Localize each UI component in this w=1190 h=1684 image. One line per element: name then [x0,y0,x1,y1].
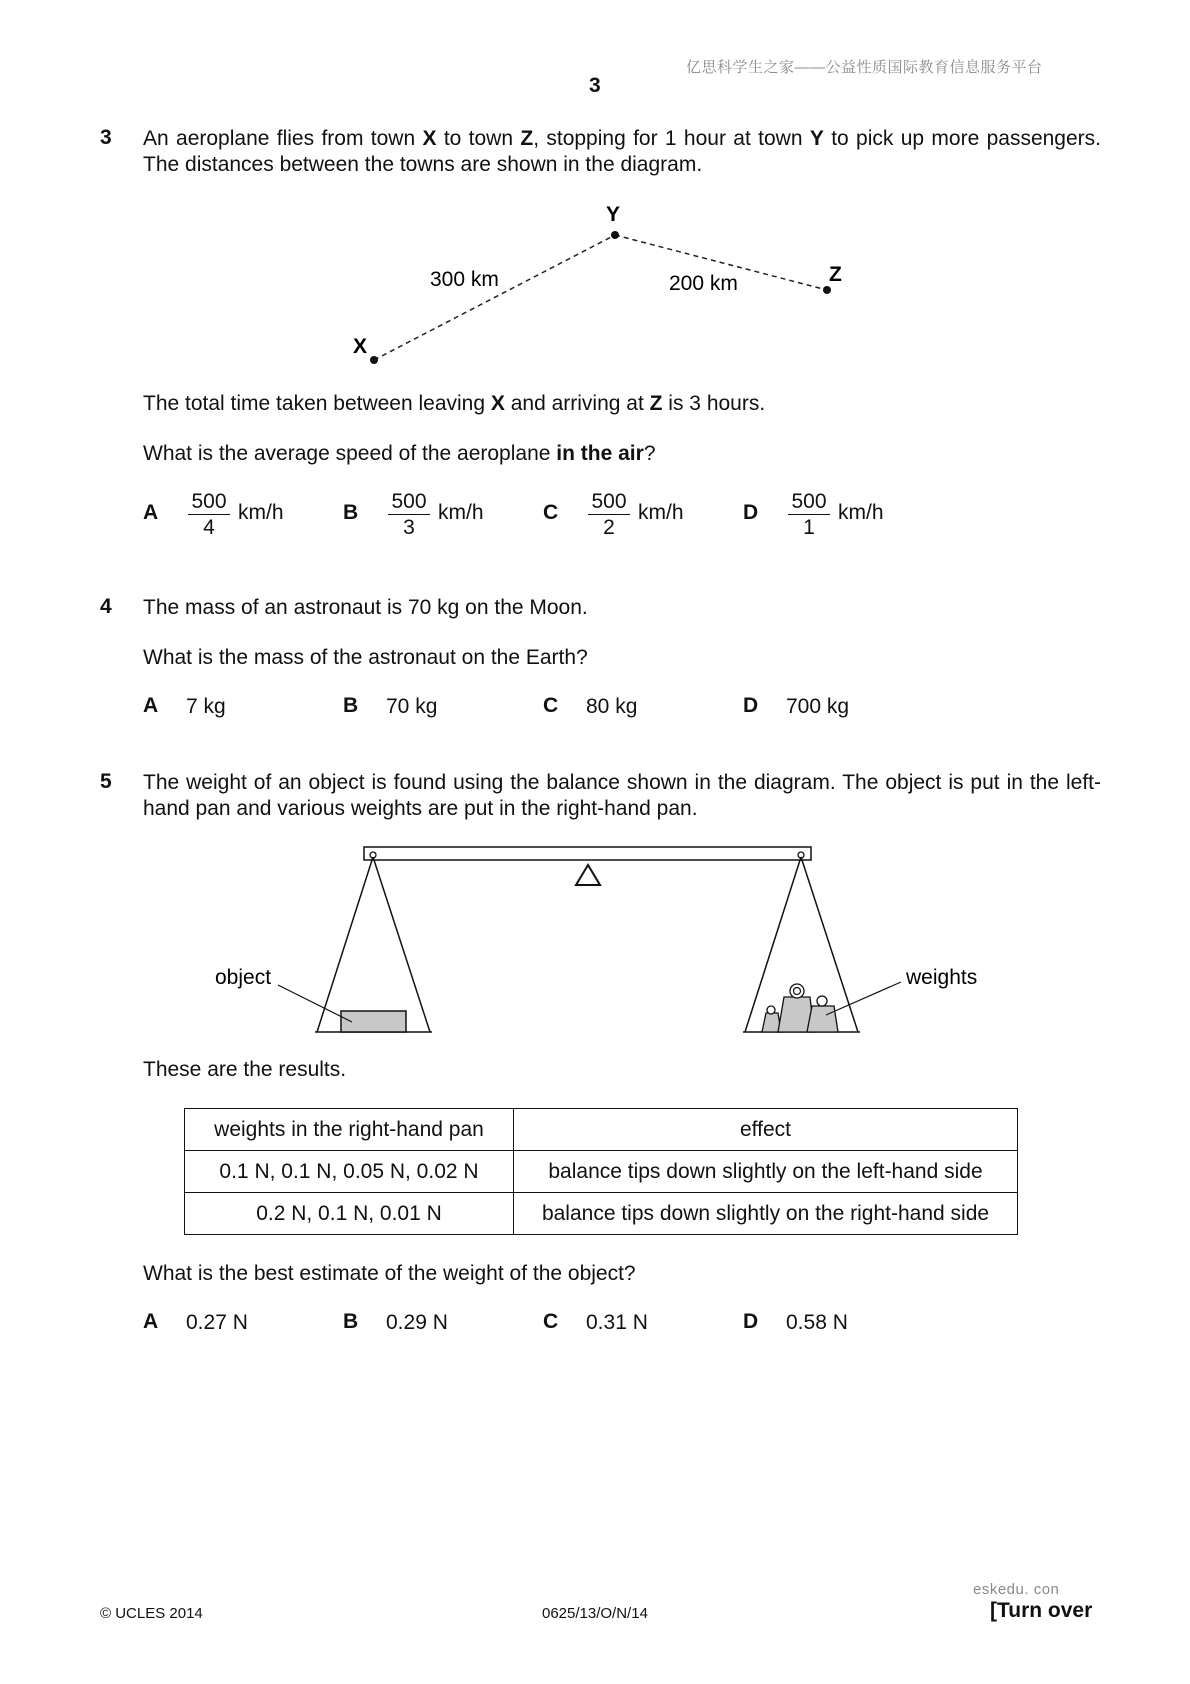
q4-option-c-text: 80 kg [586,695,638,718]
table-row [185,1151,1018,1193]
question-5-text: The weight of an object is found using the balance shown in the diagram. The object is put in the left-hand pan and various weights are put in the right-hand pan. [143,771,1101,820]
q4-option-b-text: 70 kg [386,695,438,718]
question-4-statement: The mass of an astronaut is 70 kg on the Moon. [143,596,588,619]
question-3-text: An aeroplane flies from town X to town Z, stopping for 1 hour at town Y to pick up more passengers. The distances between the towns are shown in the diagram. [143,127,1101,176]
table-cell-effect: balance tips down slightly on the left-hand side [514,1151,1018,1193]
flight-route-diagram [0,0,1190,400]
table-cell-effect: balance tips down slightly on the right-hand side [514,1193,1018,1235]
q3-option-a-unit: km/h [238,501,284,524]
table-header-effect: effect [514,1109,1018,1151]
results-table [184,1108,1018,1235]
q3-option-c-unit: km/h [638,501,684,524]
q4-option-d-text: 700 kg [786,695,850,718]
footer-paper-code: 0625/13/O/N/14 [542,1605,648,1622]
town-y-label: Y [606,203,621,226]
town-x-label: X [353,335,368,358]
table-row [185,1193,1018,1235]
table-header-weights: weights in the right-hand pan [185,1109,514,1151]
question-4-number: 4 [100,595,112,618]
q3-option-b-unit: km/h [438,501,484,524]
q3-option-c-fraction: $\frac{500}{2}$ [588,490,630,541]
town-x-dot [370,356,378,364]
q4-option-b-letter[interactable]: B [343,694,359,717]
q4-option-c-letter[interactable]: C [543,694,559,717]
q3-option-b-letter[interactable]: B [343,501,359,524]
pivot-triangle [576,865,600,885]
question-5-number: 5 [100,770,112,793]
q5-option-b-letter[interactable]: B [343,1310,359,1333]
distance-yz-label: 200 km [669,272,738,295]
q5-option-a-text: 0.27 N [186,1311,248,1334]
town-z-label: Z [829,263,842,286]
page-number: 3 [589,74,601,97]
q3-option-a-fraction: $\frac{500}{4}$ [188,490,230,541]
q5-option-d-text: 0.58 N [786,1311,848,1334]
q5-option-d-letter[interactable]: D [743,1310,759,1333]
results-intro: These are the results. [143,1058,347,1081]
left-string-right [373,857,430,1032]
object-leader-line [278,985,352,1022]
q3-option-a-letter[interactable]: A [143,501,159,524]
distance-xy-label: 300 km [430,268,499,291]
table-cell-weights: 0.1 N, 0.1 N, 0.05 N, 0.02 N [185,1151,514,1193]
q4-option-a-letter[interactable]: A [143,694,159,717]
table-cell-weights: 0.2 N, 0.1 N, 0.01 N [185,1193,514,1235]
q4-option-a-text: 7 kg [186,695,226,718]
q5-option-c-text: 0.31 N [586,1311,648,1334]
town-y-dot [611,231,619,239]
weights-leader-line [826,982,901,1015]
footer-site-watermark: eskedu. con [973,1581,1060,1598]
q3-option-c-letter[interactable]: C [543,501,559,524]
turn-over-label: [Turn over [990,1599,1093,1622]
q4-option-d-letter[interactable]: D [743,694,759,717]
q3-option-d-letter[interactable]: D [743,501,759,524]
footer-copyright: © UCLES 2014 [100,1605,203,1622]
question-4-question: What is the mass of the astronaut on the Earth? [143,646,588,669]
q3-option-d-unit: km/h [838,501,884,524]
question-3-number: 3 [100,126,112,149]
balance-diagram [0,830,1190,1050]
question-5-question: What is the best estimate of the weight of the object? [143,1262,636,1285]
q3-option-d-fraction: $\frac{500}{1}$ [788,490,830,541]
route-x-y [374,235,615,360]
header-watermark: 亿思科学生之家——公益性质国际教育信息服务平台 [686,59,1043,76]
left-string-left [317,857,373,1032]
q5-option-b-text: 0.29 N [386,1311,448,1334]
q5-option-a-letter[interactable]: A [143,1310,159,1333]
town-z-dot [823,286,831,294]
q3-option-b-fraction: $\frac{500}{3}$ [388,490,430,541]
stack-of-weights [762,984,838,1032]
question-3-statement: The total time taken between leaving X and arriving at Z is 3 hours. [143,392,766,415]
balance-beam [364,847,811,860]
object-label: object [215,966,272,989]
q5-option-c-letter[interactable]: C [543,1310,559,1333]
question-3-question: What is the average speed of the aeroplane in the air? [143,442,656,465]
table-header-row [185,1109,1018,1151]
weights-label: weights [906,966,978,989]
